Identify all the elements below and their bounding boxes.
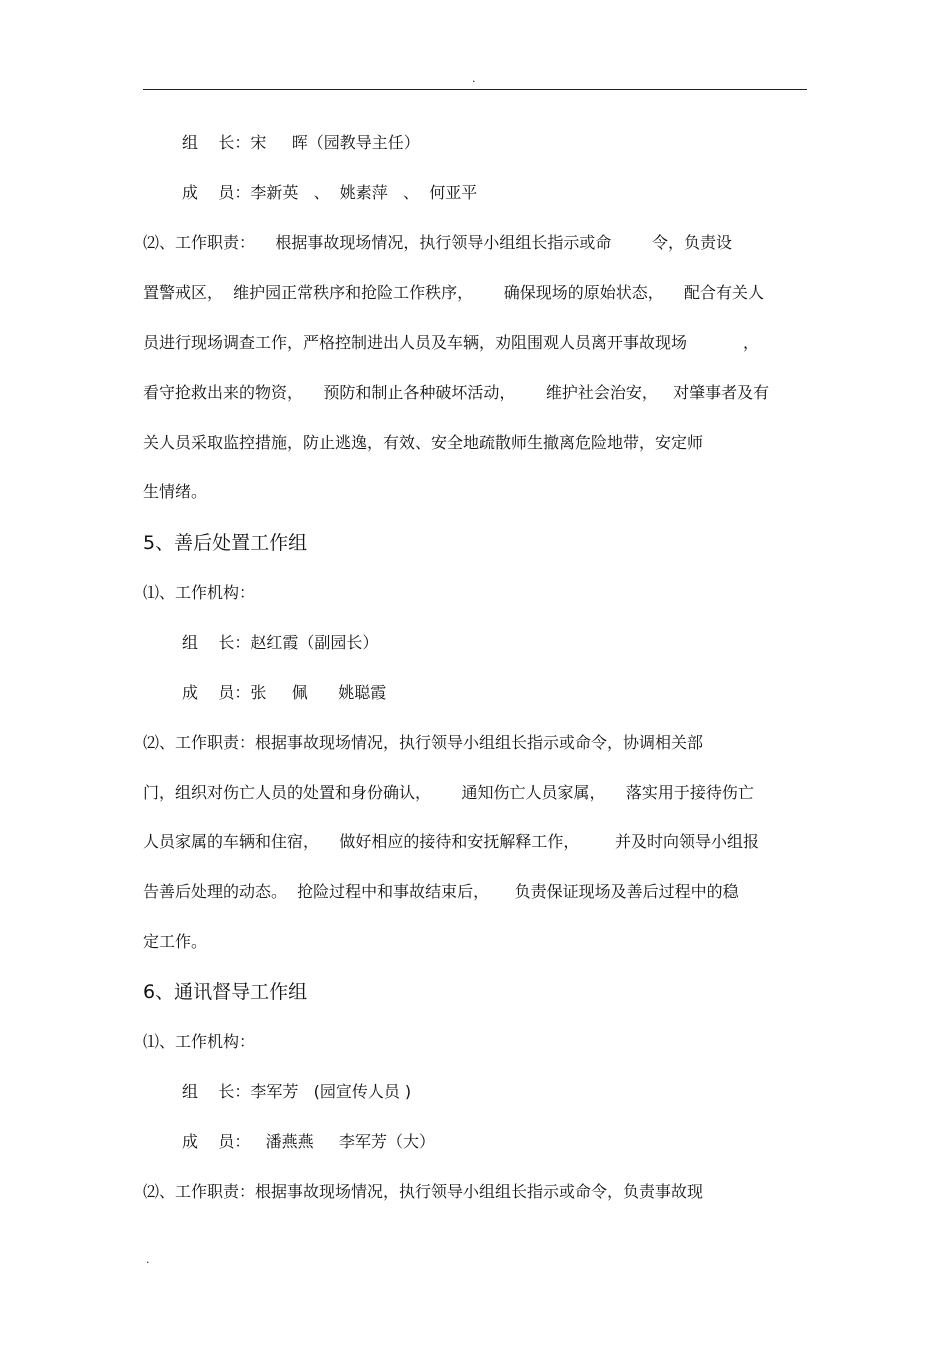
section-heading-5: 5、善后处置工作组 <box>143 532 308 554</box>
group5-duties-line: 人员家属的车辆和住宿， 做好相应的接待和安抚解释工作， 并及时向领导小组报 <box>143 832 759 851</box>
group6-leader-line: 组 长：李军芳 (园宣传人员 ) <box>182 1082 412 1101</box>
header-mark: . <box>472 72 476 85</box>
group4-duties-line: 生情绪。 <box>143 482 208 501</box>
group5-duties-line: 告善后处理的动态。 抢险过程中和事故结束后， 负责保证现场及善后过程中的稳 <box>143 882 739 901</box>
group4-duties-line: 置警戒区， 维护园正常秩序和抢险工作秩序， 确保现场的原始状态， 配合有关人 <box>143 283 765 302</box>
group4-duties-line: 员进行现场调查工作，严格控制进出人员及车辆，劝阻围观人员离开事故现场 ， <box>143 333 759 352</box>
group6-structure-label: ⑴、工作机构： <box>143 1032 256 1051</box>
group5-leader-line: 组 长：赵红霞（副园长） <box>182 633 379 652</box>
group5-duties-line: 定工作。 <box>143 932 208 951</box>
group4-leader-line: 组 长：宋 晖（园教导主任） <box>182 133 420 152</box>
group5-members-line: 成 员：张 佩 姚聪霞 <box>182 683 387 702</box>
footer-mark: . <box>146 1253 150 1266</box>
group5-duties-line: 门，组织对伤亡人员的处置和身份确认， 通知伤亡人员家属， 落实用于接待伤亡 <box>143 783 754 802</box>
group4-duties-line: 看守抢救出来的物资， 预防和制止各种破坏活动， 维护社会治安， 对肇事者及有 <box>143 383 770 402</box>
group4-members-line: 成 员：李新英 、 姚素萍 、 何亚平 <box>182 183 478 202</box>
group6-duties-line: ⑵、工作职责：根据事故现场情况，执行领导小组组长指示或命令，负责事故现 <box>143 1182 704 1201</box>
section-heading-6: 6、通讯督导工作组 <box>143 981 308 1003</box>
group4-duties-line: ⑵、工作职责： 根据事故现场情况，执行领导小组组长指示或命 令，负责设 <box>143 233 733 252</box>
group6-members-line: 成 员： 潘燕燕 李军芳（大） <box>182 1132 436 1151</box>
group5-structure-label: ⑴、工作机构： <box>143 583 256 602</box>
group5-duties-line: ⑵、工作职责：根据事故现场情况，执行领导小组组长指示或命令，协调相关部 <box>143 733 704 752</box>
group4-duties-line: 关人员采取监控措施，防止逃逸，有效、安全地疏散师生撤离危险地带，安定师 <box>143 433 704 452</box>
header-rule <box>143 89 807 90</box>
